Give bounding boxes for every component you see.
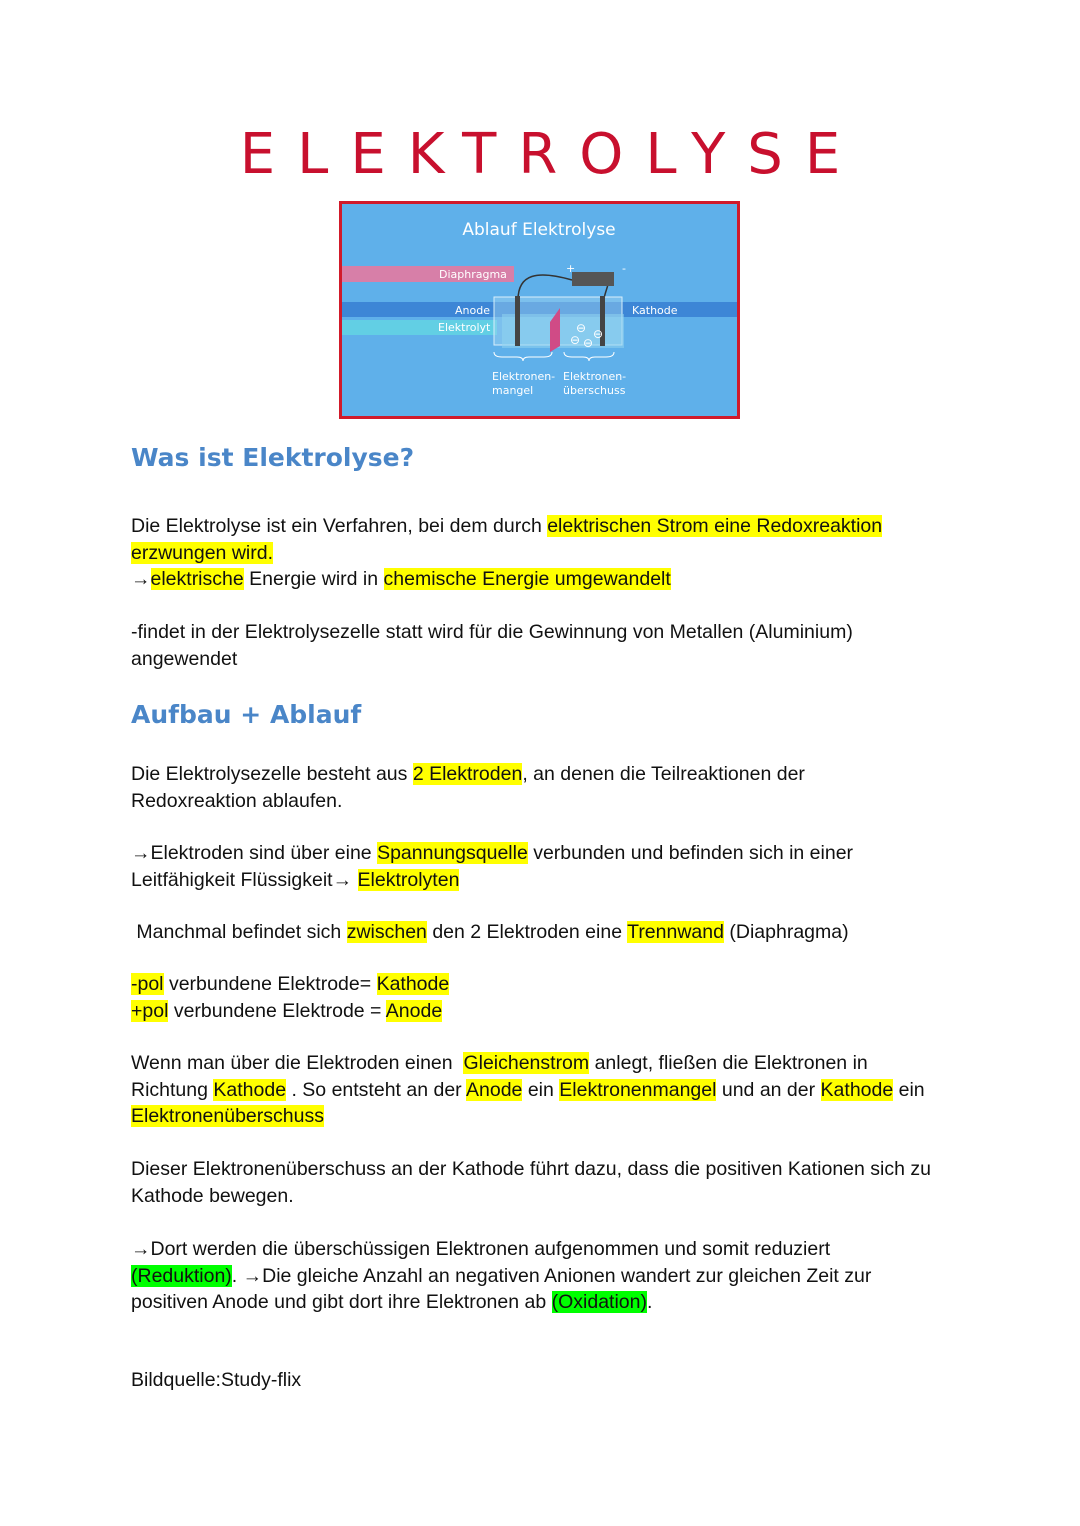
highlight-2-elektroden: 2 Elektroden — [412, 763, 523, 785]
paragraph-reduktion-oxidation: →Dort werden die überschüssigen Elektronen aufgenommen und somit reduziert (Reduktion). →Die gleiche Anzahl an negativen Anionen wandert zur gleichen Zeit zur positiven Anode und gibt dort ihre Elektronen ab (Oxidation). — [131, 1238, 872, 1313]
heading-aufbau-ablauf: Aufbau + Ablauf — [131, 700, 362, 729]
diagram-title: Ablauf Elektrolyse — [462, 220, 616, 240]
label-kathode: Kathode — [632, 304, 678, 317]
paragraph-pole: -pol verbundene Elektrode= Kathode +pol verbundene Elektrode = Anode — [131, 973, 450, 1022]
electron-2: ⊖ — [583, 336, 594, 350]
highlight-trennwand: Trennwand — [627, 921, 724, 943]
elektrolyse-diagram — [339, 201, 740, 419]
highlight-anode-2: Anode — [466, 1078, 523, 1101]
highlight-chemische-energie: chemische Energie umgewandelt — [383, 568, 671, 590]
highlight-gleichenstrom: Gleichenstrom — [463, 1052, 590, 1074]
highlight-reduktion: (Reduktion) — [131, 1264, 232, 1287]
highlight-erzwungen: erzwungen wird. — [131, 541, 273, 564]
paragraph-kationen: Dieser Elektronenüberschuss an der Kathode führt dazu, dass die positiven Kationen sich zu Kathode bewegen. — [131, 1158, 931, 1207]
anode-electrode — [515, 296, 520, 346]
label-mangel-line1: Elektronen- — [492, 370, 556, 383]
heading-was-ist-elektrolyse: Was ist Elektrolyse? — [131, 443, 415, 472]
highlight-kathode-3: Kathode — [820, 1078, 894, 1101]
highlight-oxidation: (Oxidation) — [551, 1291, 647, 1313]
label-elektrolyt: Elektrolyt — [438, 321, 491, 334]
paragraph-spannungsquelle: →Elektroden sind über eine Spannungsquelle verbunden und befinden sich in einer Leitfähigkeit Flüssigkeit→ Elektrolyten — [131, 842, 854, 891]
electrolyte-liquid — [502, 314, 624, 348]
highlight-strom: elektrischen Strom eine Redoxreaktion — [547, 515, 883, 537]
power-source — [572, 272, 614, 286]
highlight-zwischen: zwischen — [346, 921, 427, 943]
paragraph-definition: Die Elektrolyse ist ein Verfahren, bei dem durch elektrischen Strom eine Redoxreaktion erzwungen wird. →elektrische Energie wird in chemische Energie umgewandelt — [131, 515, 883, 590]
highlight-kathode-2: Kathode — [213, 1078, 287, 1101]
paragraph-elektroden: Die Elektrolysezelle besteht aus 2 Elektroden, an denen die Teilreaktionen der Redoxreaktion ablaufen. — [131, 763, 805, 812]
paragraph-trennwand: Manchmal befindet sich zwischen den 2 Elektroden eine Trennwand (Diaphragma) — [131, 921, 849, 943]
paragraph-gleichstrom: Wenn man über die Elektroden einen Gleichenstrom anlegt, fließen die Elektronen in Richtung Kathode . So entsteht an der Anode ein Elektronenmangel und an der Kathode ein Elektronenüberschuss — [131, 1052, 925, 1127]
plus-sign: + — [566, 262, 576, 275]
highlight-anode: Anode — [385, 999, 443, 1022]
highlight-minus-pol: -pol — [131, 973, 164, 995]
highlight-elektronenueberschuss: Elektronenüberschuss — [131, 1105, 324, 1127]
label-ueberschuss-line1: Elektronen- — [563, 370, 627, 383]
highlight-elektrolyten: Elektrolyten — [357, 868, 460, 891]
label-ueberschuss-line2: überschuss — [563, 384, 626, 397]
minus-sign: - — [622, 262, 626, 275]
highlight-spannungsquelle: Spannungsquelle — [377, 842, 528, 864]
image-source: Bildquelle:Study-flix — [131, 1369, 302, 1391]
label-mangel-line2: mangel — [492, 384, 534, 397]
electron-3: ⊖ — [576, 321, 587, 335]
label-anode: Anode — [455, 304, 490, 317]
label-diaphragma: Diaphragma — [439, 268, 507, 281]
paragraph-anwendung: -findet in der Elektrolysezelle statt wird für die Gewinnung von Metallen (Aluminium) angewendet — [131, 621, 853, 670]
page-title: ELEKTROLYSE — [239, 122, 863, 187]
highlight-elektrische: elektrische — [150, 568, 244, 590]
electron-1: ⊖ — [570, 333, 581, 347]
highlight-kathode: Kathode — [376, 973, 450, 995]
highlight-plus-pol: +pol — [131, 999, 169, 1022]
highlight-elektronenmangel: Elektronenmangel — [559, 1078, 717, 1101]
electron-4: ⊖ — [593, 327, 604, 341]
